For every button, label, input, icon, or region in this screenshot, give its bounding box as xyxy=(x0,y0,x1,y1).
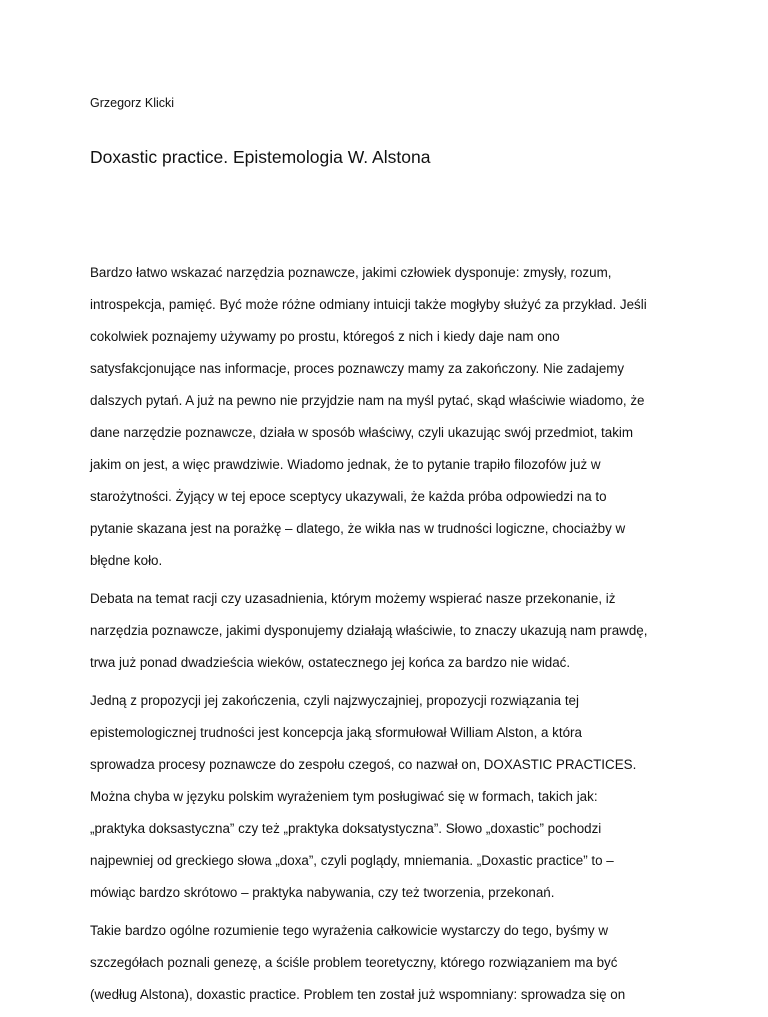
text-line: cokolwiek poznajemy używamy po prostu, któregoś z nich i kiedy daje nam ono xyxy=(90,329,560,344)
paragraph-4 xyxy=(90,915,710,1011)
text-line: szczegółach poznali genezę, a ściśle problem teoretyczny, którego rozwiązaniem ma być xyxy=(90,955,618,970)
text-line: Można chyba w języku polskim wyrażeniem tym posługiwać się w formach, takich jak: xyxy=(90,789,598,804)
text-line: pytanie skazana jest na porażkę – dlatego, że wikła nas w trudności logiczne, chociażby w xyxy=(90,521,626,536)
text-line: mówiąc bardzo skrótowo – praktyka nabywania, czy też tworzenia, przekonań. xyxy=(90,885,555,900)
text-line: dane narzędzie poznawcze, działa w sposób właściwy, czyli ukazując swój przedmiot, takim xyxy=(90,425,634,440)
document-body xyxy=(90,257,710,1017)
text-line: dalszych pytań. A już na pewno nie przyjdzie nam na myśl pytać, skąd właściwie wiadomo, że xyxy=(90,393,645,408)
paragraph-3 xyxy=(90,685,710,909)
text-line: Debata na temat racji czy uzasadnienia, którym możemy wspierać nasze przekonanie, iż xyxy=(90,591,616,606)
text-line: epistemologicznej trudności jest koncepcja jaką sformułował William Alston, a która xyxy=(90,725,582,740)
text-line: Jedną z propozycji jej zakończenia, czyli najzwyczajniej, propozycji rozwiązania tej xyxy=(90,693,579,708)
text-line: najpewniej od greckiego słowa „doxa”, czyli poglądy, mniemania. „Doxastic practice” to – xyxy=(90,853,614,868)
paragraph-1 xyxy=(90,257,710,577)
text-line: Bardzo łatwo wskazać narzędzia poznawcze, jakimi człowiek dysponuje: zmysły, rozum, xyxy=(90,265,612,280)
text-line: introspekcja, pamięć. Być może różne odmiany intuicji także mogłyby służyć za przykład. Jeśli xyxy=(90,297,647,312)
text-line: sprowadza procesy poznawcze do zespołu czegoś, co nazwał on, DOXASTIC PRACTICES. xyxy=(90,757,637,772)
text-line: błędne koło. xyxy=(90,553,163,568)
paragraph-2 xyxy=(90,583,710,679)
author-name: Grzegorz Klicki xyxy=(90,96,175,110)
text-line: starożytności. Żyjący w tej epoce sceptycy ukazywali, że każda próba odpowiedzi na to xyxy=(90,489,607,504)
text-line: trwa już ponad dwadzieścia wieków, ostatecznego jej końca za bardzo nie widać. xyxy=(90,655,571,670)
text-line: Takie bardzo ogólne rozumienie tego wyrażenia całkowicie wystarczy do tego, byśmy w xyxy=(90,923,609,938)
text-line: „praktyka doksastyczna” czy też „praktyka doksatystyczna”. Słowo „doxastic” pochodzi xyxy=(90,821,602,836)
text-line: satysfakcjonujące nas informacje, proces poznawczy mamy za zakończony. Nie zadajemy xyxy=(90,361,625,376)
text-line: jakim on jest, a więc prawdziwie. Wiadomo jednak, że to pytanie trapiło filozofów już w xyxy=(90,457,601,472)
text-line: narzędzia poznawcze, jakimi dysponujemy działają właściwie, to znaczy ukazują nam prawdę, xyxy=(90,623,648,638)
document-title: Doxastic practice. Epistemologia W. Alstona xyxy=(90,147,431,167)
text-line: (według Alstona), doxastic practice. Problem ten został już wspomniany: sprowadza się on xyxy=(90,987,626,1002)
